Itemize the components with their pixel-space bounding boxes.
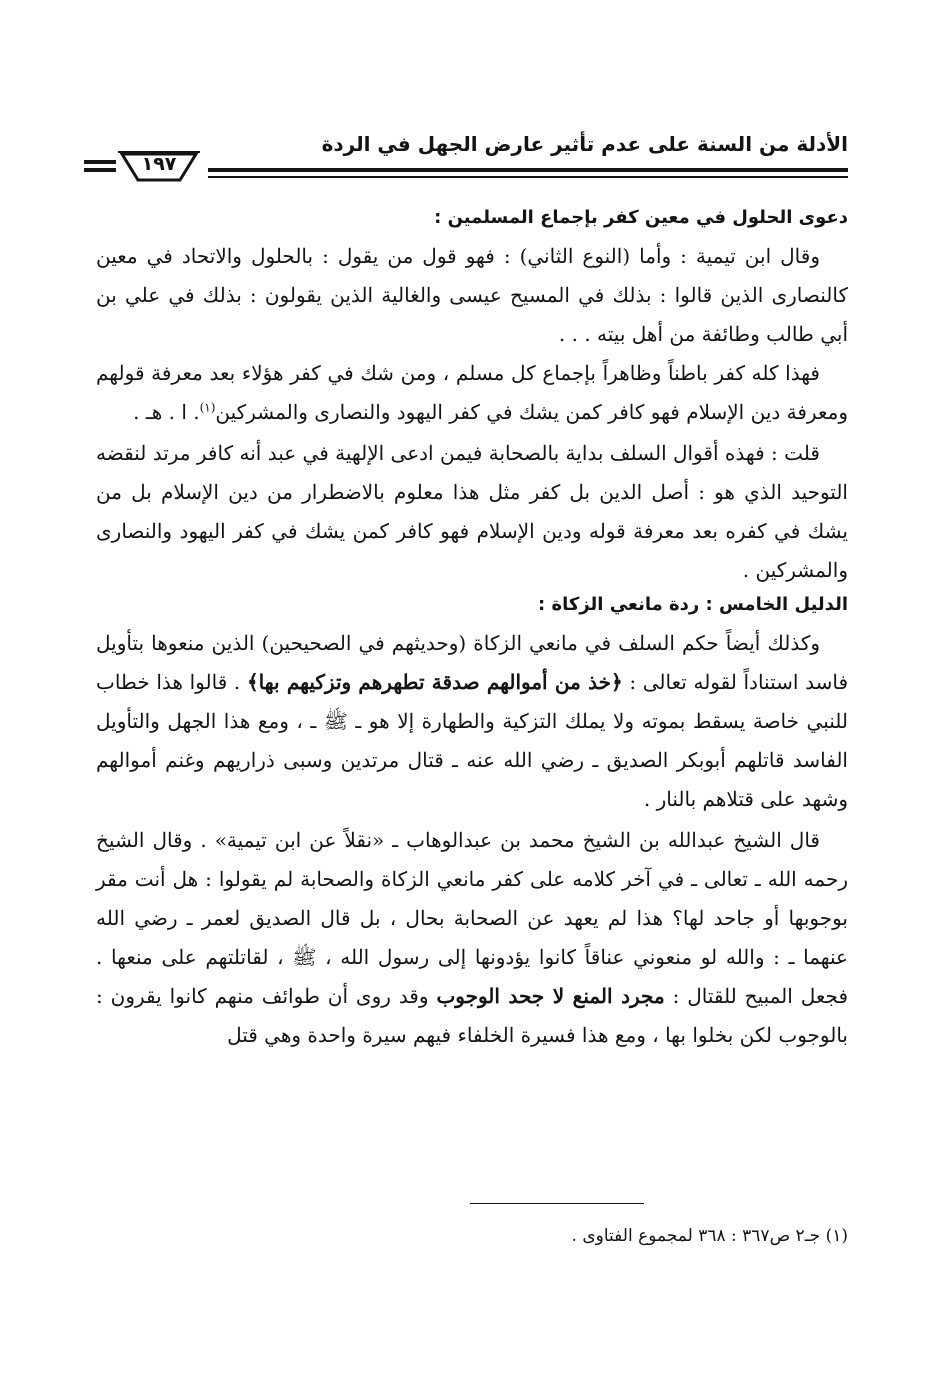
paragraph xyxy=(96,354,848,432)
footnote-marker: (١) xyxy=(199,400,216,415)
header-rule-thin xyxy=(208,176,848,178)
paragraph-text: وقد روى أن طوائف منهم كانوا يقرون : بالوجوب لكن بخلوا بها ، ومع هذا فسيرة الخلفاء فيهم سيرة واحدة وهي قتل xyxy=(96,984,848,1047)
paragraph xyxy=(96,624,848,819)
paragraph: وقال ابن تيمية : وأما (النوع الثاني) : فهو قول من يقول : بالحلول والاتحاد في معين كالنصارى الذين قالوا : بذلك في المسيح عيسى والغالية الذين يقولون : بذلك في علي بن أبي طالب وطائفة من أهل بيته . . . xyxy=(96,244,848,346)
quote-end: . ا . هـ . xyxy=(133,400,200,424)
section-heading-zakat: الدليل الخامس : ردة مانعي الزكاة : xyxy=(538,594,848,615)
page-number-badge xyxy=(118,148,200,184)
header-ornament-bars xyxy=(84,160,116,178)
paragraph: قلت : فهذه أقوال السلف بداية بالصحابة فيمن ادعى الإلهية في عبد أنه كافر مرتد لنقضه التوحيد الذي هو : أصل الدين بل كفر مثل هذا معلوم بالاضطرار من دين الإسلام بل من يشك في كفره بعد معرفة قوله ودين الإسلام فهو كافر كمن يشك في كفر اليهود والنصارى والمشركين . xyxy=(96,441,848,582)
paragraph-text: . قالوا هذا خطاب للنبي خاصة يسقط بموته ولا يملك التزكية والطهارة إلا هو ـ ﷺ ـ ، ومع هذا الجهل والتأويل الفاسد قاتلهم أبوبكر الصديق ـ رضي الله عنه ـ قتال مرتدين وسبى ذراريهم وغنم أموالهم وشهد على قتلاهم بالنار . xyxy=(96,670,848,811)
header-rule xyxy=(208,168,848,172)
main-text xyxy=(96,203,848,1055)
section-heading-hulul: دعوى الحلول في معين كفر بإجماع المسلمين : xyxy=(434,207,848,228)
paragraph-text: وكذلك أيضاً حكم السلف في مانعي الزكاة (وحديثهم في الصحيحين) الذين منعوها بتأويل فاسد استناداً لقوله تعالى : xyxy=(96,631,849,694)
running-title: الأدلة من السنة على عدم تأثير عارض الجهل في الردة xyxy=(321,132,848,156)
page-number: ١٩٧ xyxy=(141,153,177,175)
footnote: (١) جـ٢ ص٣٦٧ : ٣٦٨ لمجموع الفتاوى . xyxy=(571,1226,848,1246)
emphasized-phrase: مجرد المنع لا جحد الوجوب xyxy=(436,984,665,1008)
quran-verse: ﴿خذ من أموالهم صدقة تطهرهم وتزكيهم بها﴾ xyxy=(246,670,623,694)
footnote-rule xyxy=(470,1203,644,1204)
paragraph-text: فهذا كله كفر باطناً وظاهراً بإجماع كل مسلم ، ومن شك في كفر هؤلاء بعد معرفة قولهم ومعرفة دين الإسلام فهو كافر كمن يشك في كفر اليهود والنصارى والمشركين xyxy=(96,361,848,424)
paragraph xyxy=(96,821,848,1055)
paragraph-text: قال الشيخ عبدالله بن الشيخ محمد بن عبدالوهاب ـ «نقلاً عن ابن تيمية» . وقال الشيخ رحمه الله ـ تعالى ـ في آخر كلامه على كفر مانعي الزكاة والصحابة لم يقولوا : هل أنت مقر بوجوبها أو جاحد لها؟ هذا لم يعهد عن الصحابة بحال ، بل قال الصديق لعمر ـ رضي الله عنهما ـ : والله لو منعوني عناقاً كانوا يؤدونها إلى رسول الله ، ﷺ ، لقاتلتهم على منعها . فجعل المبيح للقتال : xyxy=(96,828,848,1008)
